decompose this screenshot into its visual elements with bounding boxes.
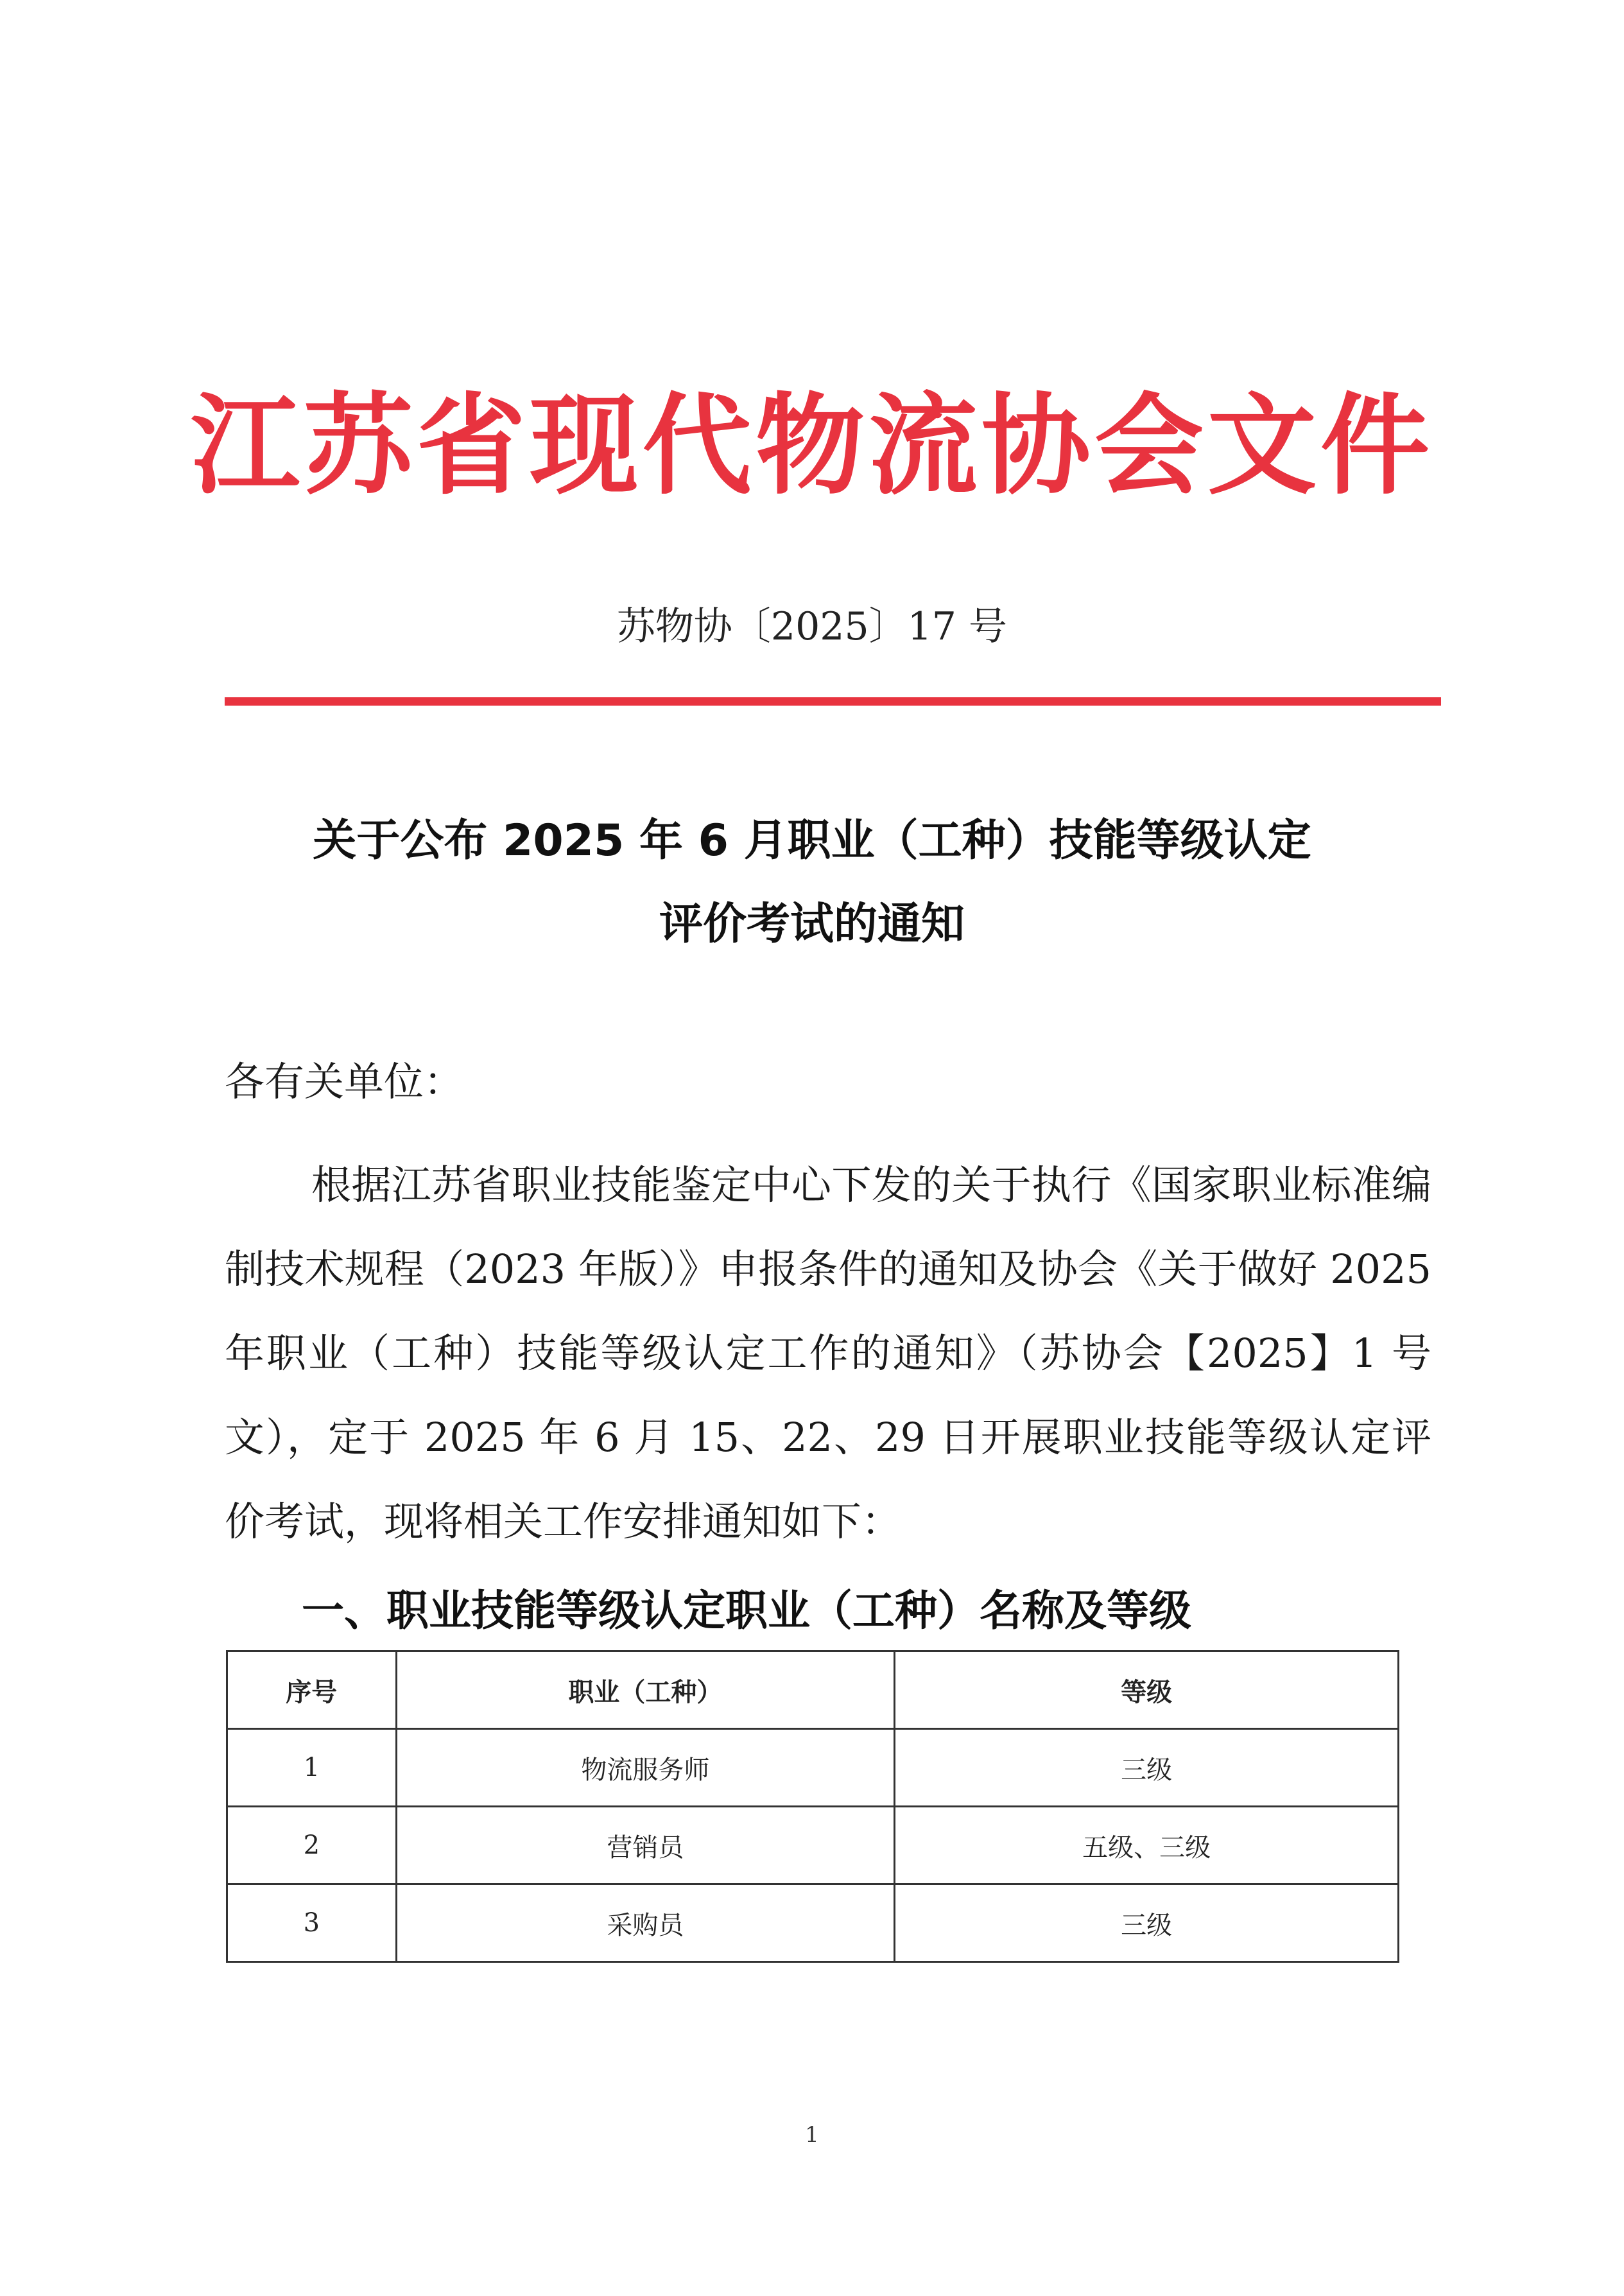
cell-occupation: 采购员	[396, 1884, 895, 1962]
cell-index: 3	[227, 1884, 397, 1962]
cell-index: 2	[227, 1807, 397, 1884]
column-header-grade: 等级	[895, 1651, 1399, 1729]
table-row	[227, 1729, 1399, 1807]
section-heading: 一、职业技能等级认定职业（工种）名称及等级	[302, 1586, 1191, 1635]
cell-grade: 三级	[895, 1884, 1399, 1962]
cell-occupation: 物流服务师	[396, 1729, 895, 1807]
table-row	[227, 1807, 1399, 1884]
column-header-occupation: 职业（工种）	[396, 1651, 895, 1729]
column-header-index: 序号	[227, 1651, 397, 1729]
body-paragraph: 根据江苏省职业技能鉴定中心下发的关于执行《国家职业标准编制技术规程（2023 年版）》申报条件的通知及协会《关于做好 2025 年职业（工种）技能等级认定工作的通知》（苏协会【2025】1 号文），定于 2025 年 6 月 15、22、29 日开展职业技能等级认定评价考试，现将相关工作安排通知如下：	[225, 1161, 1431, 1545]
table-header-row	[227, 1651, 1399, 1729]
title-line-1: 关于公布 2025 年 6 月职业（工种）技能等级认定	[313, 815, 1311, 866]
cell-index: 1	[227, 1729, 397, 1807]
table-row	[227, 1884, 1399, 1962]
cell-grade: 三级	[895, 1729, 1399, 1807]
title-line-2: 评价考试的通知	[659, 899, 965, 950]
cell-occupation: 营销员	[396, 1807, 895, 1884]
occupation-grade-table	[226, 1650, 1399, 1963]
page-number: 1	[805, 2122, 819, 2148]
salutation: 各有关单位：	[225, 1058, 464, 1105]
masthead-title: 江苏省现代物流协会文件	[190, 383, 1433, 510]
red-divider-line	[225, 697, 1441, 706]
document-title	[0, 799, 1624, 966]
cell-grade: 五级、三级	[895, 1807, 1399, 1884]
document-number: 苏物协〔2025〕17 号	[616, 604, 1008, 649]
